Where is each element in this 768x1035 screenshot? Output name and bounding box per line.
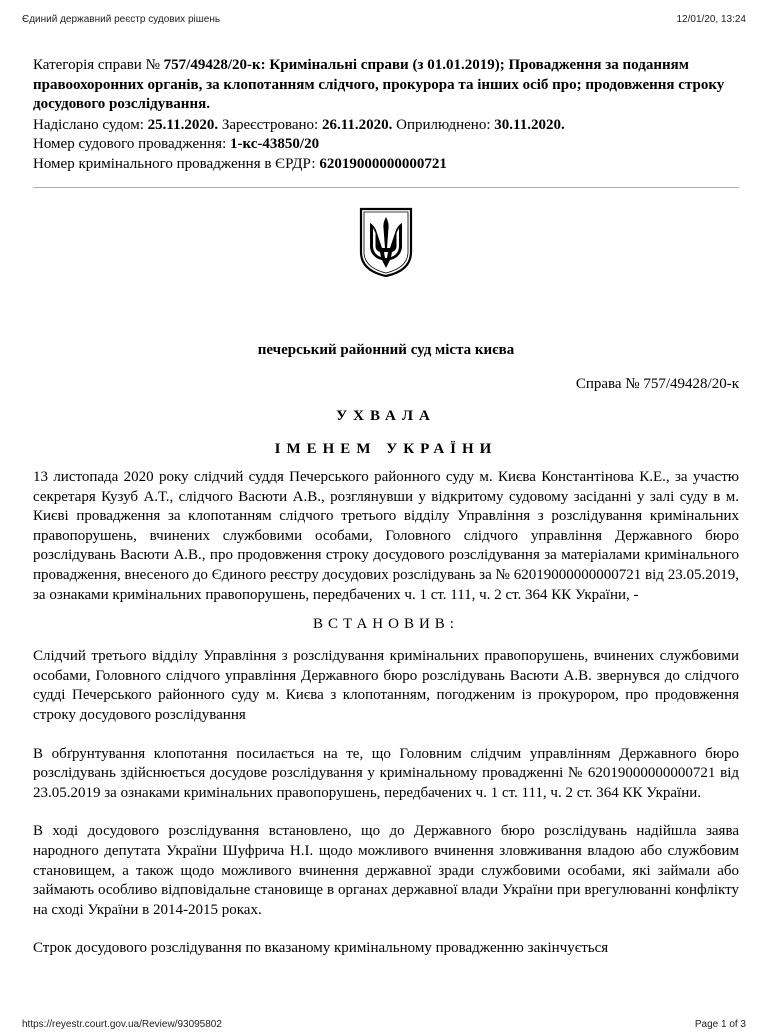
- page-number: Page 1 of 3: [694, 1019, 746, 1030]
- paragraph-4: В ході досудового розслідування встановлено, що до Державного бюро розслідувань надійшла заява народного депутата України Шуфрича Н.І. щодо можливого вчинення зловживання владою або службовим становищем, а також щодо можливого вчинення державної зради службовими особами, які займали або займають особливо відповідальне становище в органах державної влади України при врегулюванні конфлікту на сході України в 2014-2015 роках.: [33, 823, 739, 918]
- sent-date: 25.11.2020.: [147, 116, 219, 133]
- print-datetime: 12/01/20, 13:24: [676, 14, 746, 25]
- on-behalf-heading: ІМЕНЕМ УКРАЇНИ: [274, 441, 498, 457]
- registered-date: 26.11.2020.: [321, 116, 393, 133]
- print-header: [0, 14, 768, 28]
- print-footer: [0, 1019, 768, 1033]
- case-number: Справа № 757/49428/20-к: [575, 376, 739, 392]
- browser-doc-title: Єдиний державний реєстр судових рішень: [22, 14, 221, 25]
- divider: [33, 187, 739, 188]
- established-heading: ВСТАНОВИВ:: [313, 616, 459, 633]
- paragraph-2: Слідчий третього відділу Управління з розслідування кримінальних правопорушень, вчинених службовими особами, Головного слідчого управління Державного бюро розслідувань Васюти А.В. звернувся до слідчого судді Печерського районного суду м. Києва з клопотанням, погодженим із прокурором, про продовження строку досудового розслідування: [33, 648, 739, 723]
- case-category-value: 757/49428/20-к: Кримінальні справи (з 01.01.2019); Провадження за поданням правоохоронних органів, за клопотанням слідчого, прокурора та інших осіб про; продовження строку досудового розслідування.: [33, 57, 725, 112]
- proceeding-number: Номер судового провадження: 1-кс-43850/20: [33, 136, 320, 152]
- case-dates: Надіслано судом: 25.11.2020. Зареєстровано: 26.11.2020. Оприлюднено: 30.11.2020.: [33, 116, 565, 133]
- erdr-number-value: 62019000000000721: [319, 155, 447, 172]
- ruling-heading: УХВАЛА: [336, 408, 436, 424]
- paragraph-3: В обґрунтування клопотання посилається на те, що Головним слідчим управлінням Державного бюро розслідувань здійснюється досудове розслідування у кримінальному провадженні № 62019000000000721 від 23.05.2019 за ознаками кримінальних правопорушень, передбачених ч. 1 ст. 111, ч. 2 ст. 364 КК України.: [33, 745, 739, 801]
- paragraph-intro: 13 листопада 2020 року слідчий суддя Печерського районного суду м. Києва Константінова К.Е., за участю секретаря Кузуб А.Т., слідчого Васюти А.В., розглянувши у відкритому судовому засіданні у залі суду в м. Києві провадження за клопотанням слідчого третього відділу Управління з розслідування кримінальних правопорушень, вчинених службовими особами, Головного слідчого управління Державного бюро розслідувань Васюти А.В., про продовження строку досудового розслідування за матеріалами кримінального провадження, внесеного до Єдиного реєстру досудових розслідувань за № 62019000000000721 від 23.05.2019, за ознаками кримінальних правопорушень, передбачених ч. 1 ст. 111, ч. 2 ст. 364 КК України, -: [33, 469, 739, 603]
- erdr-number: Номер кримінального провадження в ЄРДР: 62019000000000721: [33, 155, 447, 172]
- document-content: [33, 56, 739, 959]
- paragraph-5: Строк досудового розслідування по вказаному кримінальному провадженню закінчується: [33, 940, 609, 957]
- tryzub-coat-of-arms-icon: [358, 206, 414, 278]
- page-url: https://reyestr.court.gov.ua/Review/93095802: [22, 1019, 222, 1030]
- court-name: печерський районний суд міста києва: [257, 342, 515, 358]
- published-date: 30.11.2020.: [494, 116, 565, 133]
- proceeding-number-value: 1-кс-43850/20: [230, 136, 320, 152]
- case-meta: [33, 56, 739, 174]
- case-category: Категорія справи № 757/49428/20-к: Кримінальні справи (з 01.01.2019); Провадження за поданням правоохоронних органів, за клопотанням слідчого, прокурора та інших осіб про; продовження строку досудового розслідування.: [33, 57, 725, 112]
